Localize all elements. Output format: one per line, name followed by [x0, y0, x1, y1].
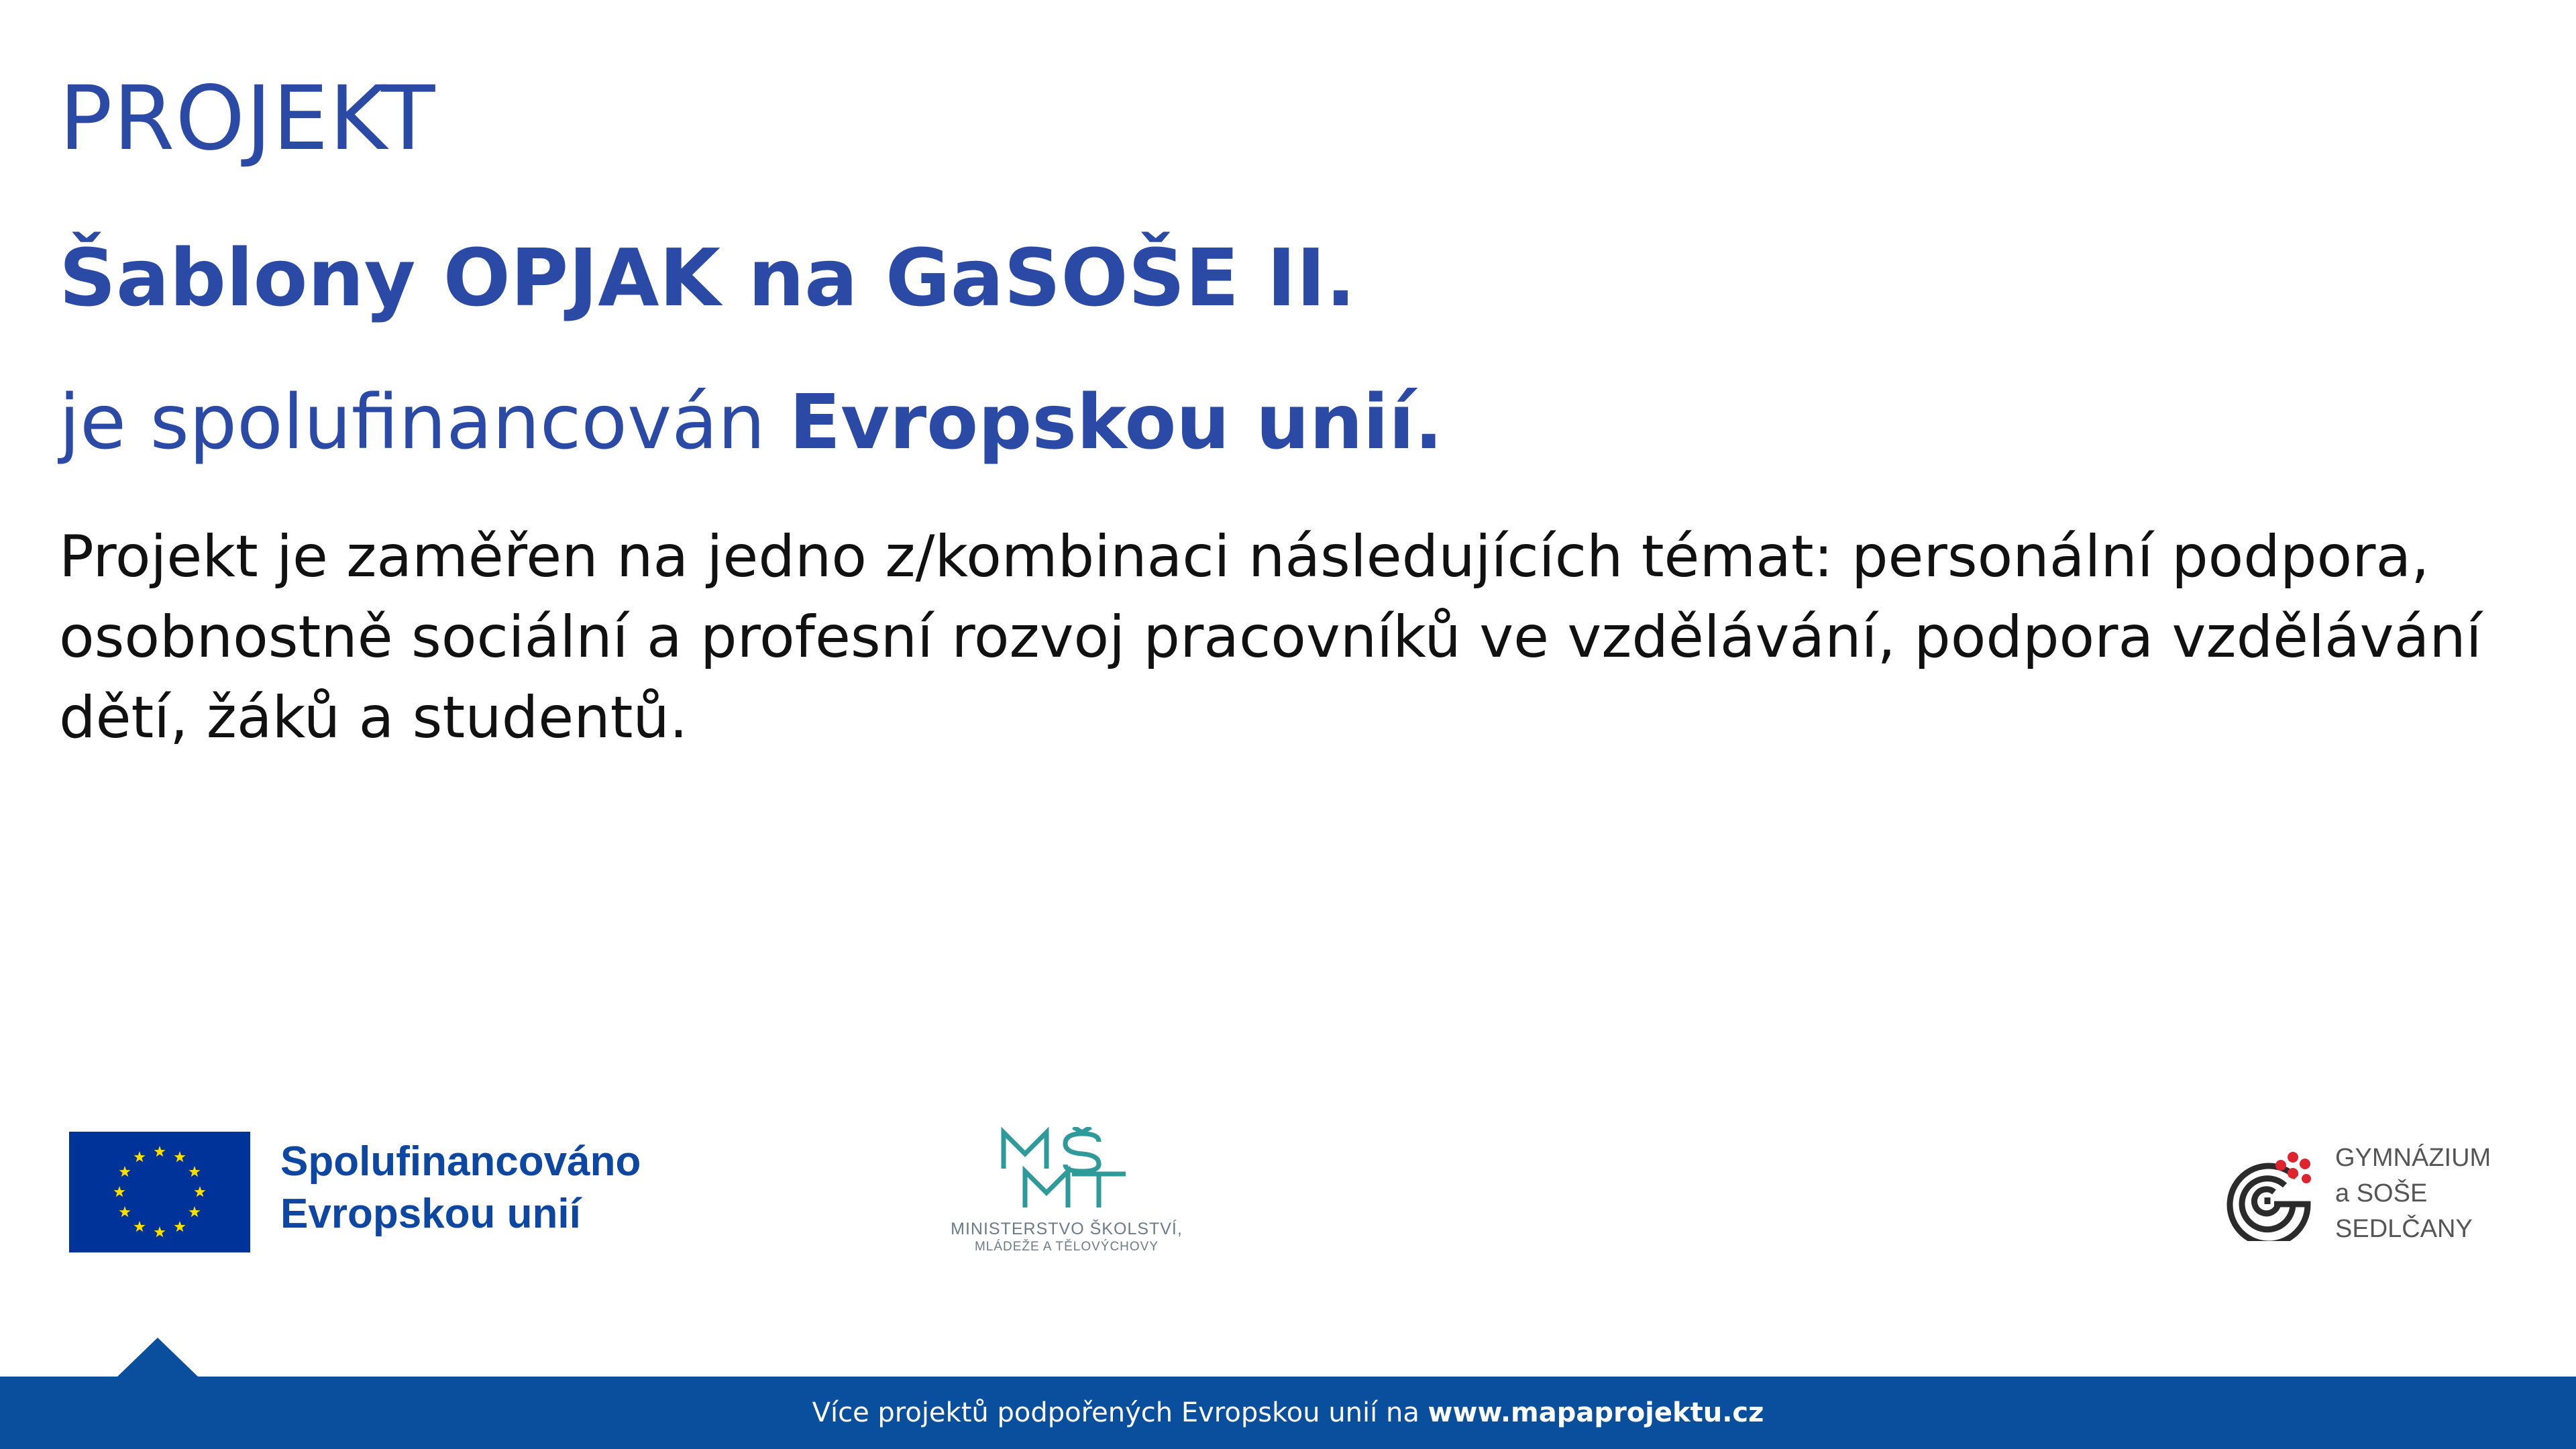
footer-text: Více projektů podpořených Evropskou unií na	[812, 1397, 1428, 1428]
project-label: PROJEKT	[59, 67, 436, 170]
eu-cofinanced-label	[280, 1136, 641, 1240]
cofinancing-emphasis: Evropskou unií.	[789, 379, 1443, 466]
footer-notch	[117, 1338, 198, 1377]
msmt-name-line1: MINISTERSTVO ŠKOLSTVÍ,	[951, 1220, 1183, 1238]
school-name-line1: GYMNÁZIUM	[2335, 1144, 2491, 1172]
gymnazium-logo-icon	[2226, 1150, 2316, 1241]
eu-label-line2: Evropskou unií	[280, 1191, 581, 1237]
msmt-logo-icon	[998, 1127, 1132, 1213]
project-description: Projekt je zaměřen na jedno z/kombinaci následujících témat: personální podpora, osobnostně sociální a profesní rozvoj pracovníků ve vzdělávání, podpora vzdělávání dětí, žáků a studentů.	[59, 523, 2482, 751]
eu-label-line1: Spolufinancováno	[280, 1138, 641, 1185]
school-name	[2335, 1140, 2491, 1247]
eu-flag-icon	[69, 1132, 250, 1252]
msmt-logo	[932, 1127, 1201, 1261]
school-name-line2: a SOŠE	[2335, 1179, 2428, 1208]
school-name-line3: SEDLČANY	[2335, 1215, 2473, 1243]
cofinancing-prefix: je spolufinancován	[59, 379, 790, 466]
project-title: Šablony OPJAK na GaSOŠE II.	[59, 231, 1356, 324]
footer-link[interactable]: www.mapaprojektu.cz	[1428, 1397, 1764, 1428]
msmt-name-line2: MLÁDEŽE A TĚLOVÝCHOVY	[974, 1240, 1159, 1254]
cofinancing-statement	[59, 379, 1443, 466]
school-logo	[2226, 1140, 2508, 1248]
footer-bar	[0, 1377, 2576, 1449]
